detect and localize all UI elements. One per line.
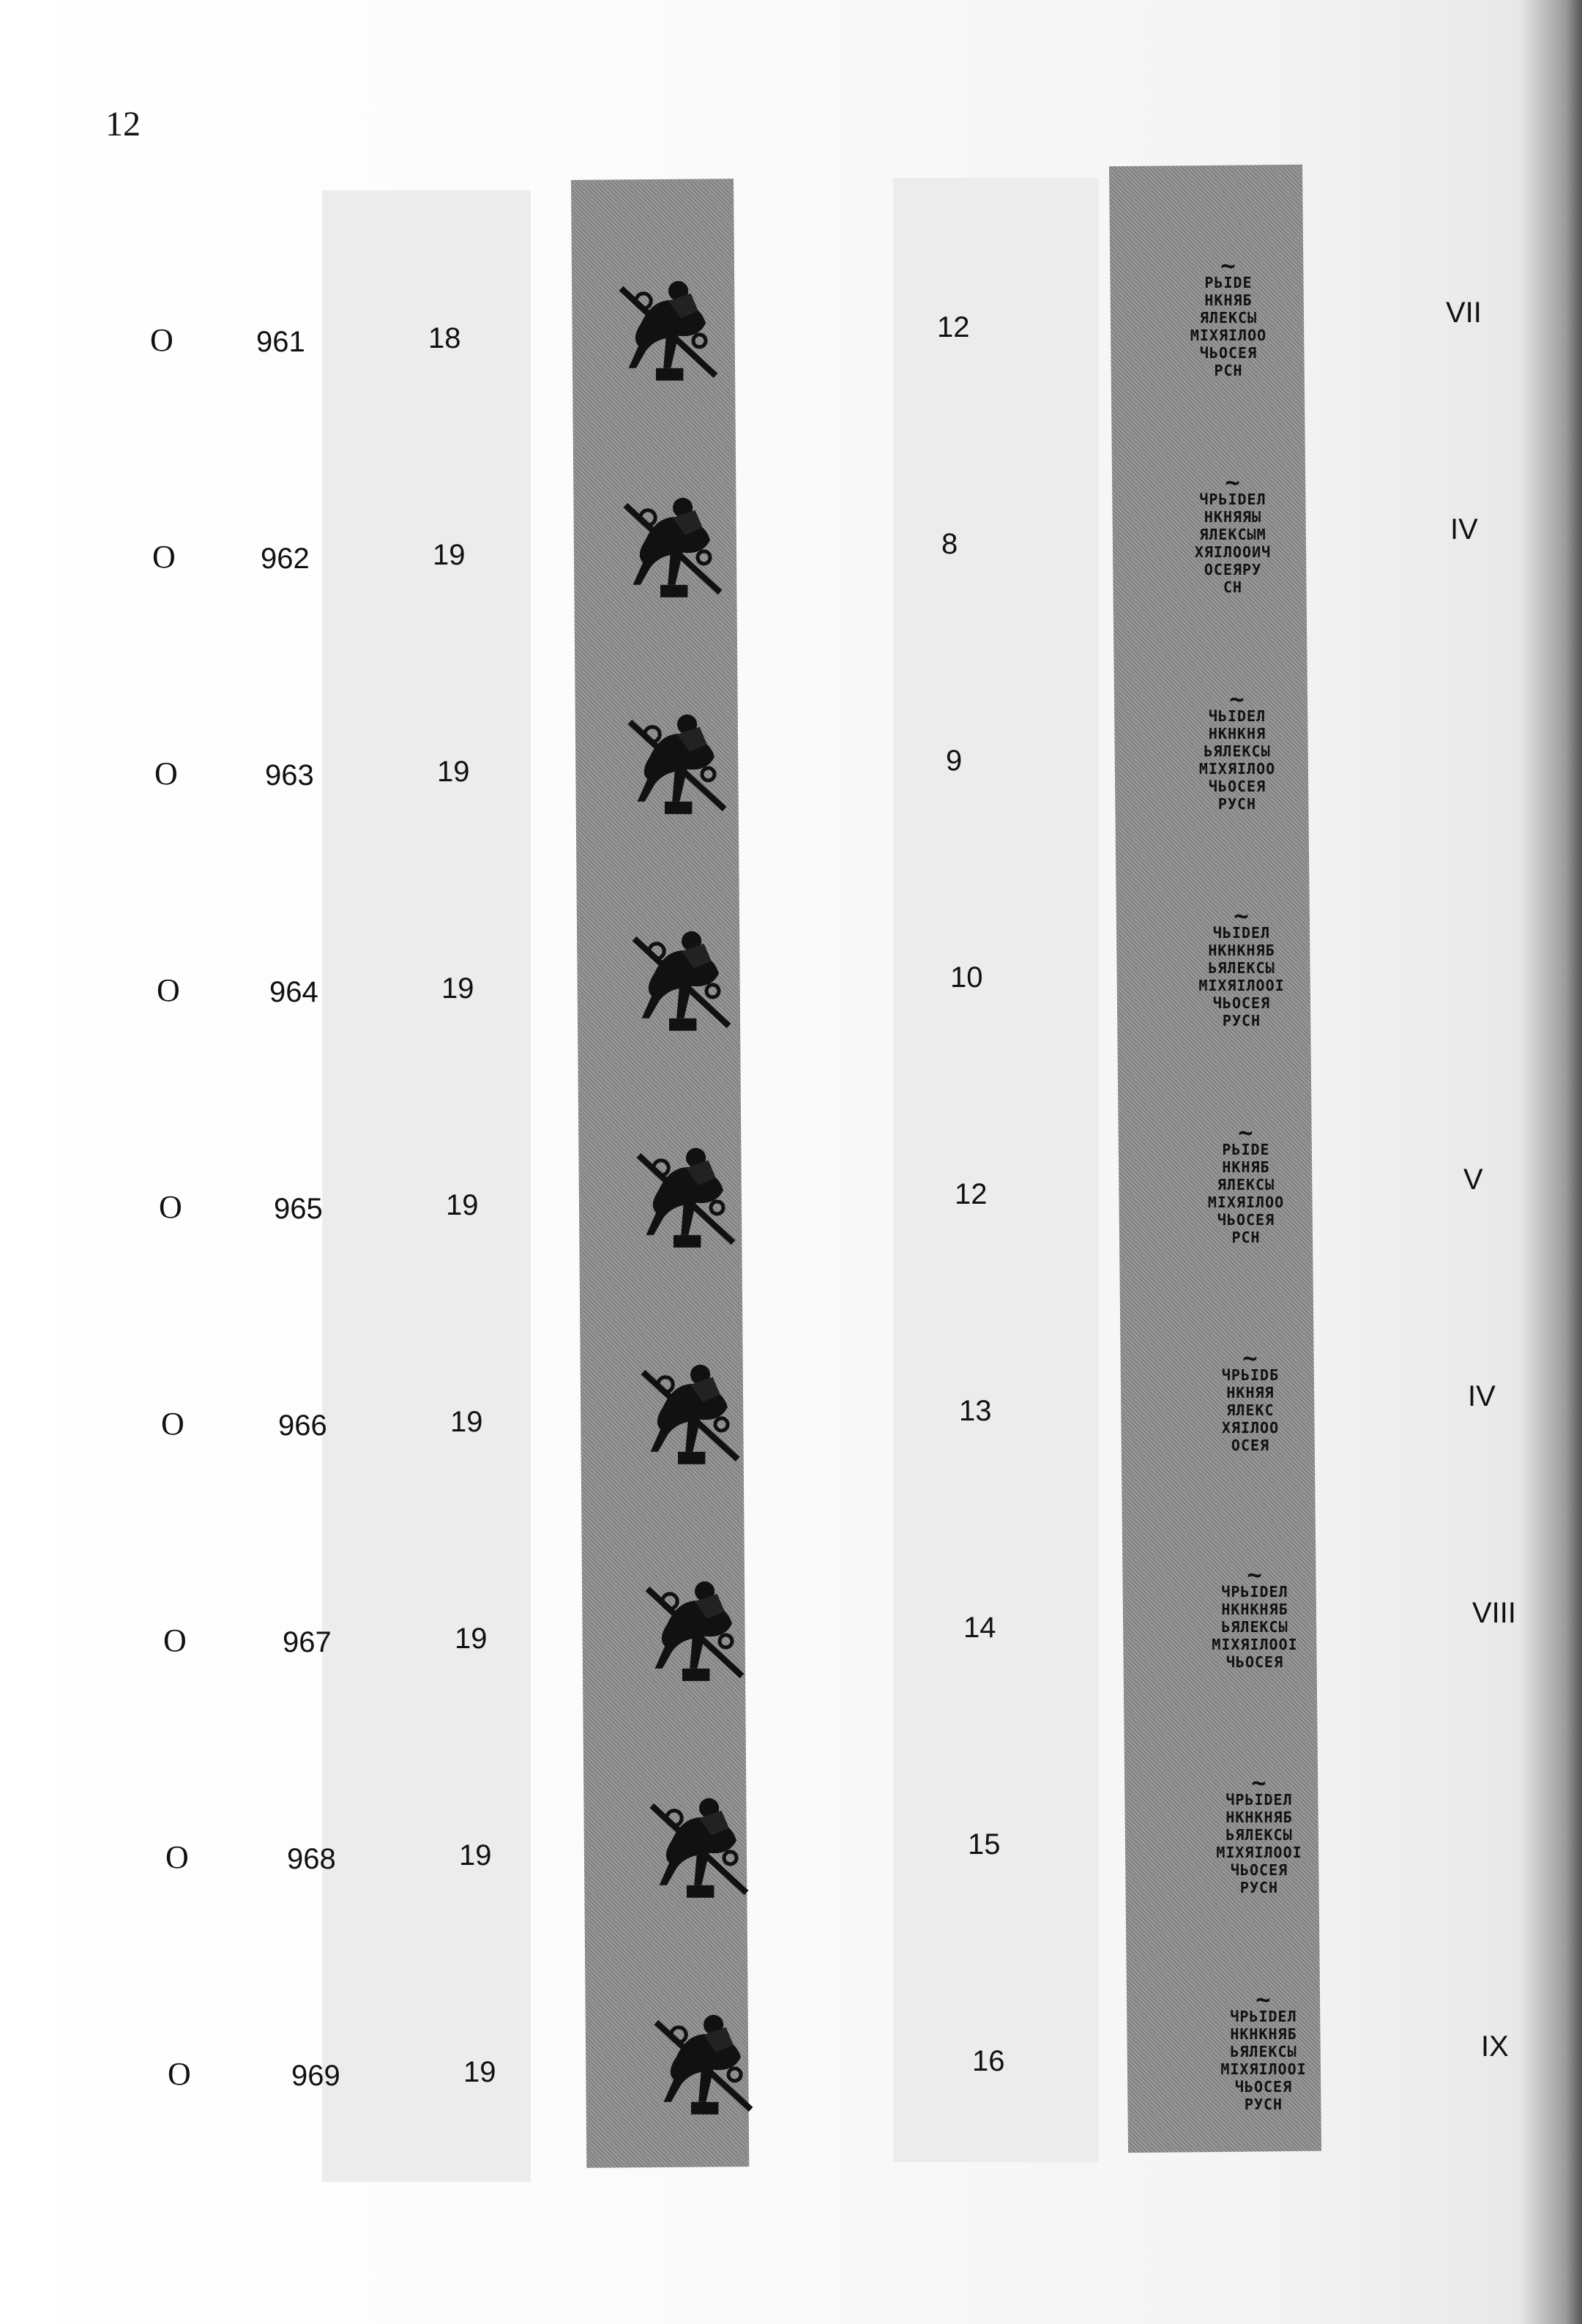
- inscription-line: ЯЛЕКС: [1226, 1401, 1275, 1419]
- rider-with-spear-seal-icon: [633, 1564, 757, 1688]
- weight-value: 19: [446, 1189, 479, 1221]
- inscription-line: ЧЬОСЕЯ: [1230, 1861, 1288, 1879]
- diameter-value: 10: [950, 961, 983, 994]
- diameter-value: 12: [955, 1178, 988, 1210]
- inscription-line: НКНЯЯЫ: [1204, 508, 1262, 526]
- titlo-mark: ~: [1220, 251, 1236, 280]
- circle-mark: O: [168, 2056, 191, 2092]
- circle-mark: O: [159, 1189, 182, 1225]
- inscription-line: РУСН: [1217, 795, 1257, 813]
- circle-mark: O: [152, 539, 176, 575]
- weight-value: 18: [428, 322, 461, 354]
- inscription-line: НКНКНЯБ: [1225, 1809, 1293, 1826]
- weight-value: 19: [450, 1406, 483, 1438]
- inscription-line: РЬIDЕ: [1222, 1141, 1270, 1158]
- grade-mark: VII: [1446, 297, 1482, 329]
- inscription-line: ЬЯЛЕКСЫ: [1230, 2043, 1297, 2060]
- grade-mark: IV: [1468, 1380, 1496, 1412]
- rider-with-spear-seal-icon: [637, 1781, 761, 1905]
- inscription-line: МІХЯІЛООІ: [1198, 977, 1285, 994]
- inscription-line: НКНКНЯБ: [1208, 942, 1275, 959]
- grade-mark: IV: [1450, 513, 1478, 545]
- diameter-value: 14: [963, 1612, 996, 1644]
- inscription-line: МІХЯІЛООІ: [1216, 1844, 1302, 1861]
- inscription-line: ЧРЬIDБ: [1221, 1366, 1280, 1384]
- inscription-line: СН: [1223, 578, 1243, 596]
- cyrillic-inscription-seal-icon: [1153, 668, 1321, 836]
- weight-value: 19: [433, 539, 466, 571]
- titlo-mark: ~: [1229, 685, 1245, 714]
- inscription-line: РУСН: [1239, 1879, 1279, 1896]
- inscription-line: РЬIDЕ: [1204, 274, 1253, 291]
- rider-with-spear-seal-icon: [619, 914, 744, 1038]
- diameter-value: 9: [946, 745, 963, 777]
- inscription-line: МІХЯІЛОО: [1207, 1193, 1285, 1211]
- inscription-line: МІХЯІЛОО: [1198, 760, 1276, 778]
- circle-mark: O: [165, 1839, 189, 1875]
- diameter-value: 16: [972, 2045, 1005, 2077]
- catalogue-number: 962: [261, 543, 310, 575]
- inscription-line: МІХЯІЛОО: [1190, 327, 1267, 344]
- inscription-line: ЧЬОСЕЯ: [1217, 1211, 1275, 1229]
- rider-with-spear-seal-icon: [624, 1131, 748, 1255]
- inscription-line: ЧЬIDЕЛ: [1208, 707, 1266, 725]
- catalogue-number: 968: [287, 1843, 336, 1875]
- circle-mark: O: [150, 322, 174, 358]
- titlo-mark: ~: [1251, 1768, 1267, 1798]
- grade-mark: IX: [1481, 2030, 1509, 2063]
- inscription-line: МІХЯІЛООІ: [1212, 1636, 1298, 1653]
- left-light-band: [322, 190, 531, 2182]
- weight-value: 19: [437, 756, 470, 788]
- diameter-value: 13: [959, 1395, 992, 1427]
- inscription-line: НКНКНЯБ: [1230, 2025, 1297, 2043]
- cyrillic-inscription-seal-icon: [1179, 1968, 1348, 2137]
- inscription-line: НКНЯЯ: [1226, 1384, 1275, 1401]
- inscription-line: ЬЯЛЕКСЫ: [1225, 1826, 1293, 1844]
- titlo-mark: ~: [1234, 901, 1250, 931]
- catalogue-number: 969: [291, 2060, 340, 2092]
- circle-mark: O: [157, 972, 180, 1008]
- catalogue-number: 965: [274, 1193, 323, 1225]
- circle-mark: O: [163, 1623, 187, 1658]
- catalogue-number: 967: [283, 1626, 332, 1658]
- catalogue-number: 966: [278, 1409, 327, 1442]
- weight-value: 19: [455, 1623, 488, 1655]
- diameter-value: 12: [937, 311, 970, 343]
- rider-with-spear-seal-icon: [611, 480, 735, 605]
- cyrillic-inscription-seal-icon: [1144, 234, 1313, 403]
- weight-value: 19: [463, 2056, 496, 2088]
- inscription-line: ХЯІЛООИЧ: [1194, 543, 1272, 561]
- diameter-value: 15: [968, 1828, 1001, 1861]
- cyrillic-inscription-seal-icon: [1166, 1318, 1335, 1486]
- circle-mark: O: [154, 756, 178, 792]
- inscription-line: ХЯІЛОО: [1221, 1419, 1280, 1437]
- weight-value: 19: [459, 1839, 492, 1872]
- cyrillic-inscription-seal-icon: [1149, 451, 1317, 619]
- cyrillic-inscription-seal-icon: [1162, 1101, 1330, 1270]
- titlo-mark: ~: [1225, 468, 1241, 497]
- inscription-line: РУСН: [1222, 1012, 1261, 1029]
- inscription-line: ЯЛЕКСЫМ: [1199, 526, 1266, 543]
- inscription-line: ЧЬОСЕЯ: [1199, 344, 1258, 362]
- inscription-line: НКНКНЯ: [1208, 725, 1266, 742]
- inscription-line: ЧЬОСЕЯ: [1208, 778, 1266, 795]
- weight-value: 19: [441, 972, 474, 1005]
- catalogue-number: 964: [269, 976, 318, 1008]
- inscription-line: ЯЛЕКСЫ: [1199, 309, 1258, 327]
- inscription-line: ЧЬОСЕЯ: [1234, 2078, 1293, 2096]
- inscription-line: НКНЯБ: [1222, 1158, 1270, 1176]
- inscription-line: РУСН: [1244, 2096, 1283, 2113]
- inscription-line: НКНЯБ: [1204, 291, 1253, 309]
- inscription-line: РСН: [1214, 362, 1243, 379]
- inscription-line: МІХЯІЛООІ: [1220, 2060, 1307, 2078]
- page-number: 12: [105, 105, 141, 144]
- inscription-line: ЧРЬIDЕЛ: [1221, 1583, 1288, 1601]
- rider-with-spear-seal-icon: [606, 264, 731, 388]
- inscription-line: ЧЬОСЕЯ: [1212, 994, 1271, 1012]
- inscription-line: ЧРЬIDЕЛ: [1225, 1791, 1293, 1809]
- inscription-line: ЬЯЛЕКСЫ: [1208, 959, 1275, 977]
- inscription-line: ЧЬIDЕЛ: [1212, 924, 1271, 942]
- catalogue-number: 961: [256, 326, 305, 358]
- inscription-line: ЯЛЕКСЫ: [1217, 1176, 1275, 1193]
- grade-mark: VIII: [1472, 1597, 1517, 1629]
- cyrillic-inscription-seal-icon: [1171, 1535, 1339, 1703]
- circle-mark: O: [161, 1406, 184, 1442]
- rider-with-spear-seal-icon: [641, 1997, 766, 2122]
- inscription-line: ОСЕЯРУ: [1204, 561, 1262, 578]
- titlo-mark: ~: [1238, 1118, 1254, 1147]
- rider-with-spear-seal-icon: [628, 1347, 753, 1472]
- titlo-mark: ~: [1247, 1560, 1263, 1590]
- right-light-band: [893, 178, 1098, 2162]
- cyrillic-inscription-seal-icon: [1175, 1751, 1343, 1920]
- inscription-line: РСН: [1231, 1229, 1261, 1246]
- inscription-line: ЧРЬIDЕЛ: [1230, 2008, 1297, 2025]
- inscription-line: НКНКНЯБ: [1221, 1601, 1288, 1618]
- titlo-mark: ~: [1242, 1344, 1258, 1373]
- diameter-value: 8: [941, 528, 958, 560]
- catalogue-number: 963: [265, 759, 314, 792]
- rider-with-spear-seal-icon: [615, 697, 739, 822]
- inscription-line: ОСЕЯ: [1231, 1437, 1270, 1454]
- grade-mark: V: [1463, 1163, 1483, 1196]
- cyrillic-inscription-seal-icon: [1157, 884, 1326, 1053]
- inscription-line: ЬЯЛЕКСЫ: [1204, 742, 1271, 760]
- inscription-line: ЬЯЛЕКСЫ: [1221, 1618, 1288, 1636]
- titlo-mark: ~: [1255, 1985, 1272, 2014]
- inscription-line: ЧРЬIDЕЛ: [1199, 491, 1266, 508]
- inscription-line: ЧЬОСЕЯ: [1225, 1653, 1284, 1671]
